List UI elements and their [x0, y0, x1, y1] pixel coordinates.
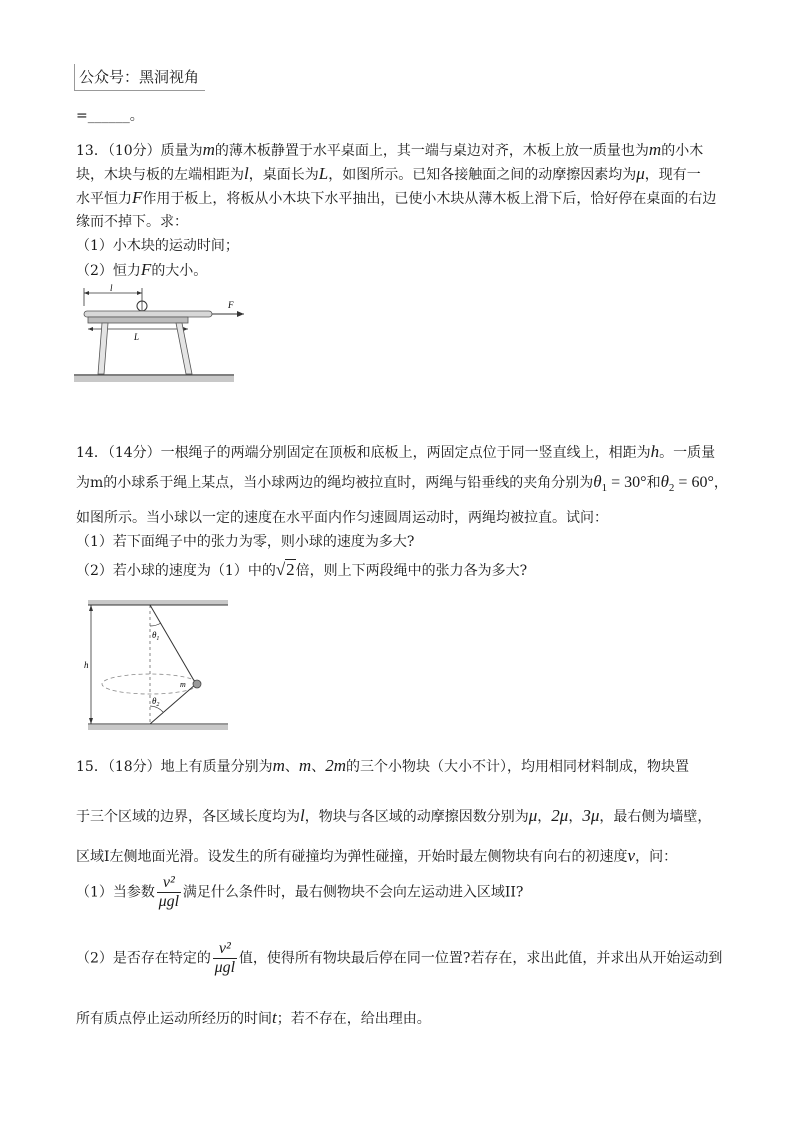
text: 为m的小球系于绳上某点，当小球两边的绳均被拉直时，两绳与铅垂线的夹角分别为 [76, 475, 594, 491]
text: 15．（18分）地上有质量分别为 [76, 759, 273, 775]
fig-label-m: m [180, 680, 186, 689]
math-value: = 30° [607, 474, 647, 491]
previous-answer-blank: =______。 [76, 108, 144, 124]
q13-line-1 [76, 140, 703, 161]
math-l: l [244, 164, 249, 183]
fig-label-theta2: $\theta_2$ [152, 696, 160, 708]
text: （2）恒力 [76, 263, 141, 279]
table-board-figure [74, 282, 244, 386]
text: 的小木 [661, 143, 704, 159]
math-sub: 2 [668, 481, 675, 494]
math-L: L [318, 164, 329, 183]
q15-line-2 [76, 806, 711, 827]
q14-sub-1: （1）若下面绳子中的张力为零，则小球的速度为多大? [76, 534, 415, 550]
sqrt-radicand: 2 [286, 560, 295, 579]
math-l: l [300, 806, 305, 825]
text: ， [713, 475, 728, 491]
math-F: F [132, 188, 143, 207]
rope-ball-figure [82, 598, 232, 732]
text: （2）若小球的速度为（1）中的 [76, 563, 276, 579]
text: ，最右侧为墙壁， [599, 809, 712, 825]
text: 倍，则上下两段绳中的张力各为多大? [295, 563, 528, 579]
fig-label-h: h [84, 660, 89, 670]
text: （2）是否存在特定的 [76, 950, 211, 967]
sqrt-sign: √ [275, 560, 286, 579]
text: 14．（14分）一根绳子的两端分别固定在顶板和底板上，两固定点位于同一竖直线上，相距为 [76, 445, 651, 461]
text: 块，木块与板的左端相距为 [76, 167, 244, 183]
q15-sub-2-line-2 [76, 1008, 431, 1029]
fig-label-F: F [228, 300, 234, 310]
text: ；若不存在，给出理由。 [276, 1011, 431, 1027]
math-m: m [648, 140, 662, 159]
fig-label-l: l [110, 283, 113, 293]
q15-line-3 [76, 846, 677, 867]
math-3mu: 3μ [582, 806, 600, 825]
fraction-denominator: μgl [158, 893, 180, 910]
math-t: t [272, 1008, 277, 1027]
q13-sub-1: （1）小木块的运动时间； [76, 238, 239, 254]
math-mu: μ [528, 806, 538, 825]
math-F: F [140, 260, 152, 279]
text: 的薄木板静置于水平桌面上，其一端与桌边对齐，木板上放一质量也为 [214, 143, 649, 159]
text: 和 [646, 475, 661, 491]
q15-line-1 [76, 756, 689, 777]
math-theta: θ [593, 472, 602, 491]
text: 。一质量 [659, 445, 716, 461]
q14-line-1 [76, 442, 715, 463]
text: ， [537, 809, 552, 825]
text: 满足什么条件时，最右侧物块不会向左运动进入区域II? [182, 884, 524, 901]
q15-sub-2 [76, 940, 722, 977]
text: ，物块与各区域的动摩擦因数分别为 [304, 809, 529, 825]
fig-label-L: L [134, 332, 140, 342]
sqrt-two [276, 559, 296, 579]
math-theta: θ [660, 472, 669, 491]
fraction-numerator: v² [213, 940, 237, 959]
text: 、 [284, 759, 299, 775]
text: 区域Ⅰ左侧地面光滑。设发生的所有碰撞均为弹性碰撞，开始时最左侧物块有向右的初速度 [76, 849, 628, 865]
watermark-label: 公众号：黑洞视角 [74, 64, 205, 91]
math-sub: 1 [601, 481, 608, 494]
text: ，现有一 [644, 167, 701, 183]
q13-line-2 [76, 164, 701, 185]
math-m: m [298, 756, 312, 775]
text: （1）当参数 [76, 884, 155, 901]
math-m: m [202, 140, 215, 159]
text: 水平恒力 [76, 191, 132, 207]
q13-sub-2 [76, 260, 207, 281]
fraction-numerator: v² [157, 874, 181, 893]
fraction-denominator: μgl [214, 959, 236, 976]
text: 的三个小物块（大小不计），均用相同材料制成，物块置 [345, 759, 689, 775]
math-value: = 60° [674, 474, 714, 491]
fraction-v2-over-mugl [157, 874, 181, 911]
q15-sub-1 [76, 874, 523, 911]
q14-line-2 [76, 472, 728, 498]
math-2mu: 2μ [551, 806, 569, 825]
text: ， [568, 809, 583, 825]
text: 于三个区域的边界，各区域长度均为 [76, 809, 300, 825]
text: 所有质点停止运动所经历的时间 [76, 1011, 272, 1027]
text: 作用于板上，将板从小木块下水平抽出，已使小木块从薄木板上滑下后，恰好停在桌面的右边 [142, 191, 717, 207]
text: 、 [311, 759, 326, 775]
q13-line-3 [76, 188, 716, 209]
fig-label-theta1: $\theta_1$ [152, 630, 160, 642]
q13-line-4: 缘而不掉下。求： [76, 214, 188, 230]
text: 的大小。 [151, 263, 208, 279]
math-mu: μ [636, 164, 645, 183]
math-h: h [650, 442, 660, 461]
math-m: m [272, 756, 285, 775]
text: 13．（10分）质量为 [76, 143, 203, 159]
text: ，桌面长为 [248, 167, 319, 183]
math-v: v [627, 846, 636, 865]
text: ，如图所示。已知各接触面之间的动摩擦因素均为 [328, 167, 637, 183]
q14-line-3: 如图所示。当小球以一定的速度在水平面内作匀速圆周运动时，两绳均被拉直。试问： [76, 510, 608, 526]
text: ，问： [635, 849, 678, 865]
text: 值，使得所有物块最后停在同一位置?若存在，求出此值，并求出从开始运动到 [238, 950, 723, 967]
q14-sub-2 [76, 560, 527, 581]
math-2m: 2m [325, 756, 346, 775]
fraction-v2-over-mugl [213, 940, 237, 977]
